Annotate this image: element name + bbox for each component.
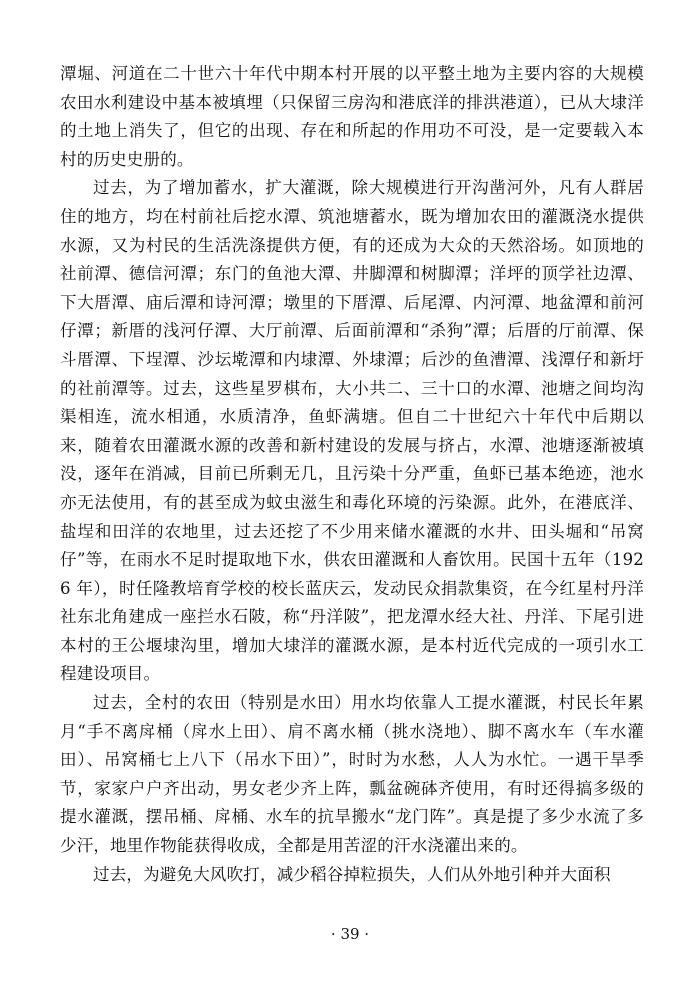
page-number: · 39 ·: [330, 925, 370, 943]
paragraph-1: 潭堀、河道在二十世六十年代中期本村开展的以平整土地为主要内容的大规模农田水利建设中基本被填埋（只保留三房沟和港底洋的排洪港道），已从大埭洋的土地上消失了，但它的出现、存在和所起的作用功不可没，是一定要载入本村的历史史册的。: [60, 64, 644, 169]
paragraph-2: 过去，为了增加蓄水，扩大灌溉，除大规模进行开沟凿河外，凡有人群居住的地方，均在村前社后挖水潭、筑池塘蓄水，既为增加农田的灌溉浇水提供水源，又为村民的生活洗涤提供方便，有的还成为大众的天然浴场。如顶地的社前潭、德信河潭；东门的鱼池大潭、井脚潭和树脚潭；洋坪的顶学社边潭、下大厝潭、庙后潭和诗河潭；墩里的下厝潭、后尾潭、内河潭、地盆潭和前河仔潭；新厝的浅河仔潭、大厅前潭、后面前潭和“杀狗”潭；后厝的厅前潭、保斗厝潭、下埕潭、沙坛墘潭和内埭潭、外埭潭；后沙的鱼漕潭、浅潭仔和新圩的社前潭等。过去，这些星罗棋布，大小共二、三十口的水潭、池塘之间均沟渠相连，流水相通，水质清净，鱼虾满塘。但自二十世纪六十年代中后期以来，随着农田灌溉水源的改善和新村建设的发展与挤占，水潭、池塘逐渐被填没，逐年在消减，目前已所剩无几，且污染十分严重，鱼虾已基本绝迹，池水亦无法使用，有的甚至成为蚊虫滋生和毒化环境的污染源。此外，在港底洋、盐埕和田洋的农地里，过去还挖了不少用来储水灌溉的水井、田头堀和“吊窝仔”等，在雨水不足时提取地下水，供农田灌溉和人畜饮用。民国十五年（1926 年），时任隆教培育学校的校长蓝庆云，发动民众捐款集资，在今红星村丹洋社东北角建成一座拦水石陂，称“丹洋陂”，把龙潭水经大社、丹洋、下尾引进本村的王公堰埭沟里，增加大埭洋的灌溉水源，是本村近代完成的一项引水工程建设项目。: [60, 178, 644, 684]
paragraph-3: 过去，全村的农田（特别是水田）用水均依靠人工提水灌溉，村民长年累月“手不离戽桶（戽水上田）、肩不离水桶（挑水浇地）、脚不离水车（车水灌田）、吊窝桶七上八下（吊水下田）”，时时为水愁，人人为水忙。一遇干旱季节，家家户户齐出动，男女老少齐上阵，瓢盆碗砵齐使用，有时还得搞多级的提水灌溉，摆吊桶、戽桶、水车的抗旱搬水“龙门阵”。真是提了多少水流了多少汗，地里作物能获得收成，全都是用苦涩的汗水浇灌出来的。: [60, 693, 644, 856]
body-text: [60, 60, 644, 889]
paragraph-4: 过去，为避免大风吹打，减少稻谷掉粒损失，人们从外地引种并大面积: [93, 864, 611, 884]
